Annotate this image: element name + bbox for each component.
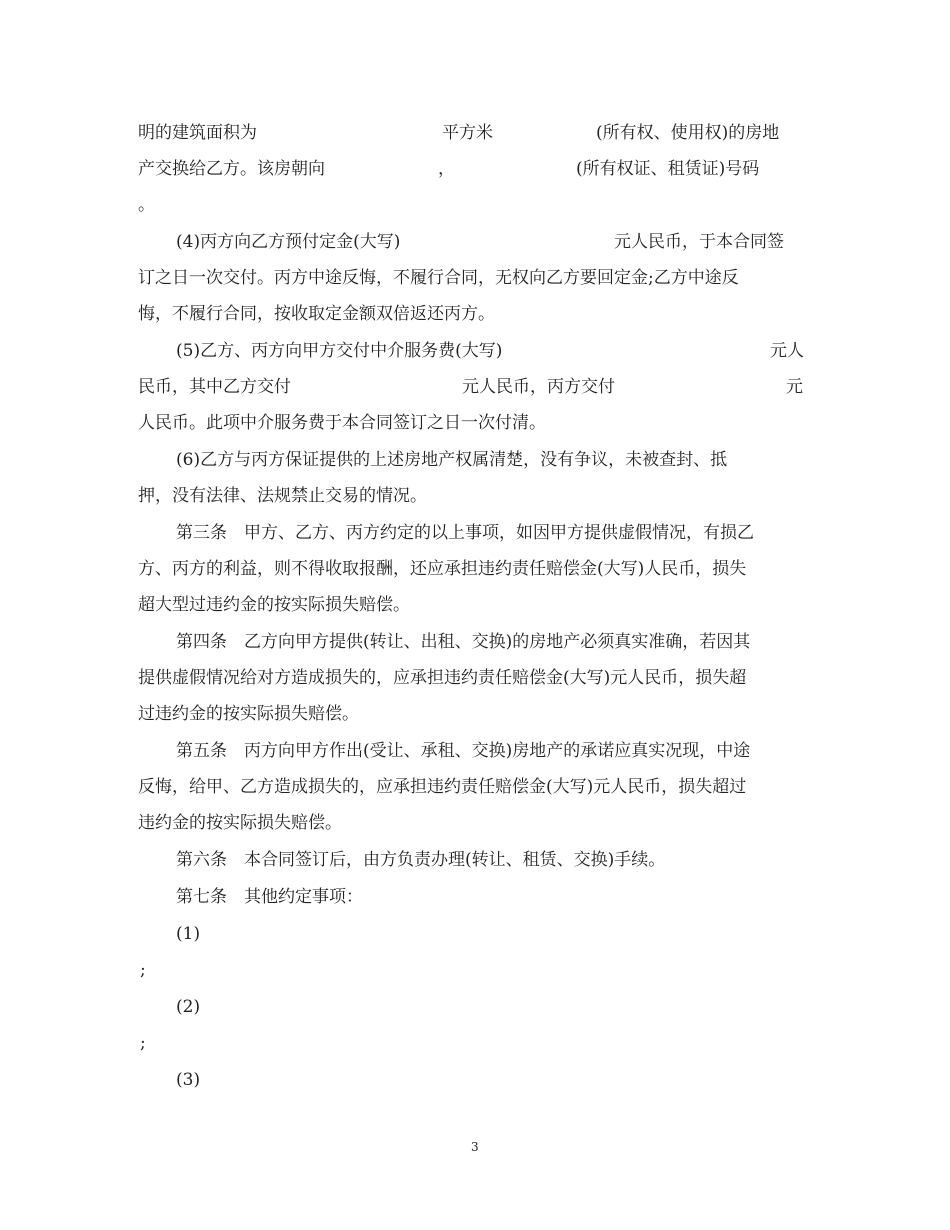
text-line: 违约金的按实际损失赔偿。: [138, 813, 342, 833]
text-line: 超大型过违约金的按实际损失赔偿。: [138, 595, 410, 615]
text-line: 元人民币，于本合同签: [614, 232, 784, 252]
article-6-line: 第六条 本合同签订后，由方负责办理(转让、租赁、交换)手续。: [176, 850, 666, 870]
text-line: 人民币。此项中介服务费于本合同签订之日一次付清。: [138, 413, 546, 433]
text-line: (所有权证、租赁证)号码: [576, 159, 760, 179]
text-line: 元人: [770, 341, 804, 361]
text-line: ;: [140, 960, 146, 980]
list-item: (1): [176, 924, 201, 944]
text-line: 提供虚假情况给对方造成损失的，应承担违约责任赔偿金(大写)元人民币，损失超: [138, 668, 747, 688]
page-number: 3: [471, 1140, 479, 1154]
text-line: 方、丙方的利益，则不得收取报酬，还应承担违约责任赔偿金(大写)人民币，损失: [138, 559, 747, 579]
text-line: 产交换给乙方。该房朝向: [138, 159, 325, 179]
text-line: ;: [140, 1033, 146, 1053]
text-line: 押，没有法律、法规禁止交易的情况。: [138, 486, 427, 506]
article-5-line: 第五条 丙方向甲方作出(受让、承租、交换)房地产的承诺应真实况现，中途: [176, 741, 751, 761]
text-line: 。: [138, 195, 155, 215]
text-line: (6)乙方与丙方保证提供的上述房地产权属清楚，没有争议，未被查封、抵: [176, 450, 728, 470]
list-item: (2): [176, 997, 201, 1017]
text-line: 明的建筑面积为: [138, 123, 257, 143]
text-line: (4)丙方向乙方预付定金(大写): [176, 232, 401, 252]
text-line: 平方米: [442, 123, 493, 143]
text-line: 悔，不履行合同，按收取定金额双倍返还丙方。: [138, 304, 495, 324]
text-line: 民币，其中乙方交付: [138, 377, 291, 397]
text-line: (所有权、使用权)的房地: [596, 123, 780, 143]
text-line: ，: [438, 159, 455, 179]
list-item: (3): [176, 1070, 201, 1090]
article-3-line: 第三条 甲方、乙方、丙方约定的以上事项，如因甲方提供虚假情况，有损乙: [176, 523, 754, 543]
article-4-line: 第四条 乙方向甲方提供(转让、出租、交换)的房地产必须真实准确，若因其: [176, 632, 751, 652]
text-line: 订之日一次交付。丙方中途反悔，不履行合同，无权向乙方要回定金;乙方中途反: [138, 268, 739, 288]
text-line: 过违约金的按实际损失赔偿。: [138, 704, 359, 724]
text-line: 元人民币，丙方交付: [462, 377, 615, 397]
text-line: 元: [786, 377, 803, 397]
text-line: 反悔，给甲、乙方造成损失的，应承担违约责任赔偿金(大写)元人民币，损失超过: [138, 777, 747, 797]
text-line: (5)乙方、丙方向甲方交付中介服务费(大写): [176, 341, 503, 361]
article-7-line: 第七条 其他约定事项：: [176, 887, 363, 907]
